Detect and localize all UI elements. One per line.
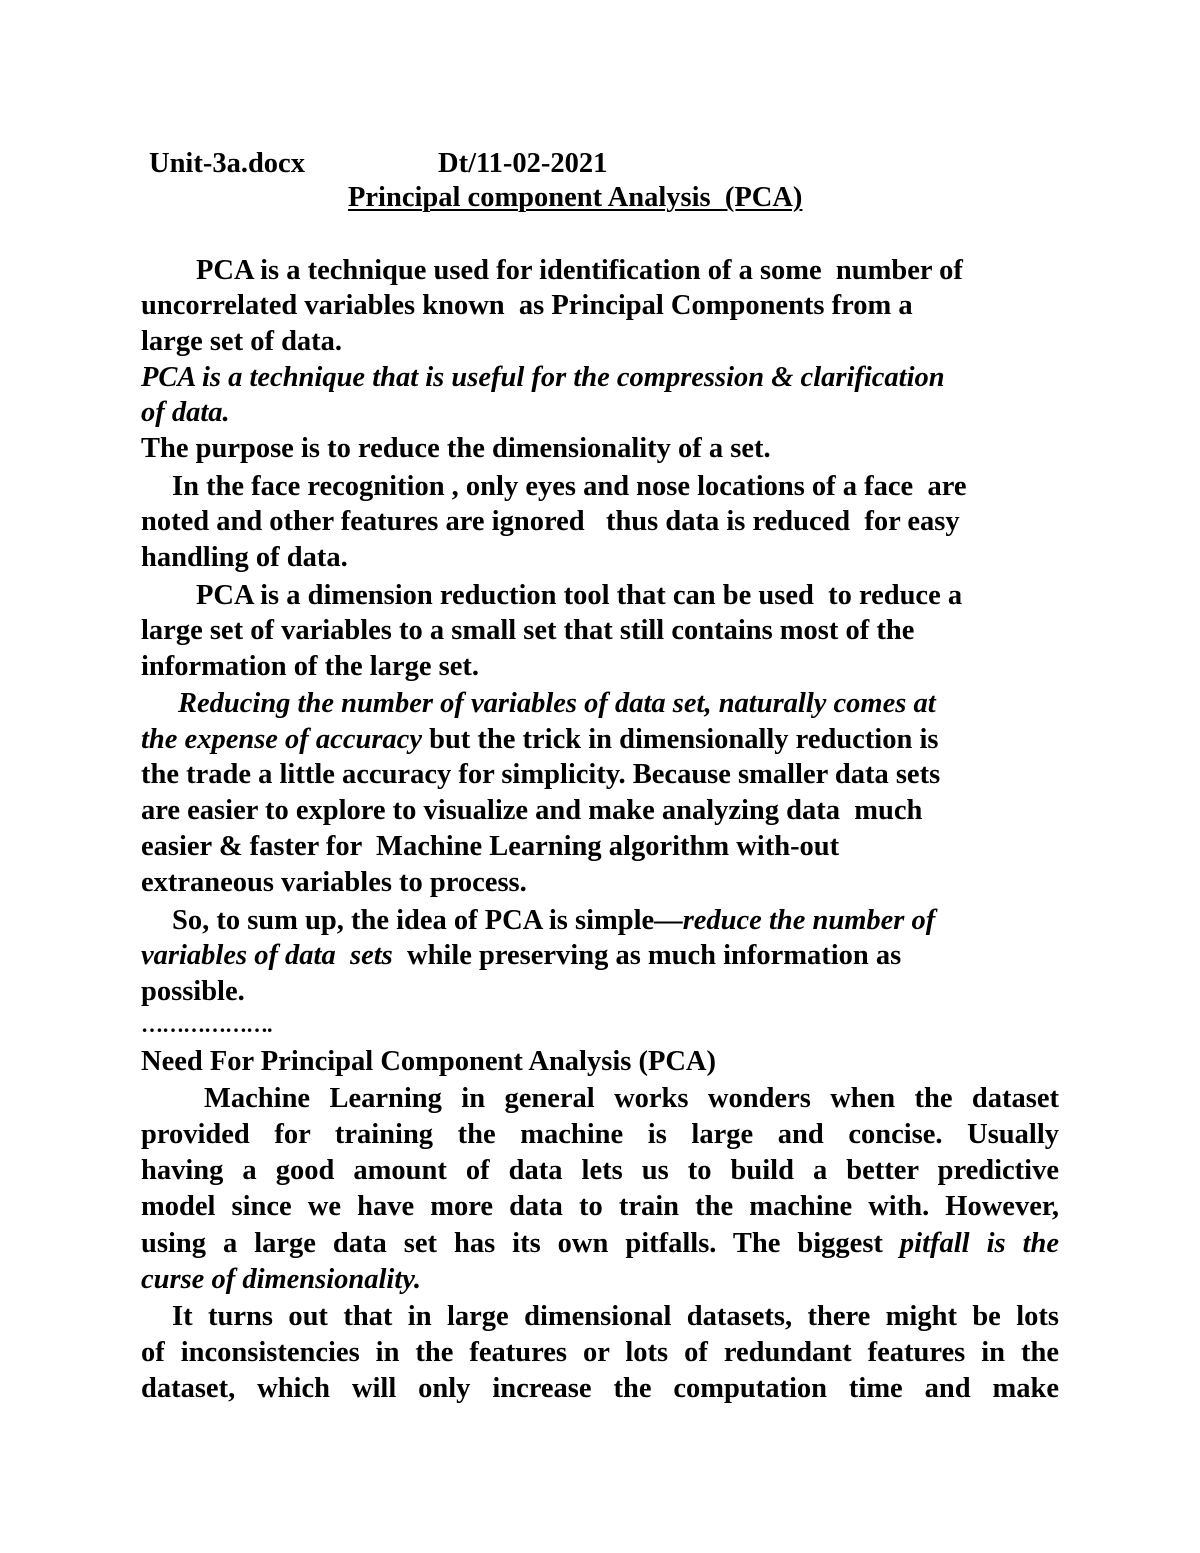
section2-p1-line3: having a good amount of data lets us to build a better predictive — [141, 1155, 1059, 1186]
section2-p1-line2: provided for training the machine is large and concise. Usually — [141, 1119, 1059, 1150]
para7-line1-italic: reduce the number of — [682, 905, 936, 936]
dotted-separator: ………………. — [141, 1012, 272, 1037]
para6-line4: are easier to explore to visualize and make analyzing data much — [141, 795, 923, 826]
para7-line1 — [172, 904, 935, 938]
para5-line3: information of the large set. — [141, 651, 479, 682]
section2-p2-line3: dataset, which will only increase the computation time and make — [141, 1373, 1059, 1404]
filename-label: Unit-3a.docx — [149, 148, 305, 179]
para2-line1: PCA is a technique that is useful for the compression & clarification — [141, 362, 945, 393]
para4-line3: handling of data. — [141, 542, 348, 573]
para6-line3: the trade a little accuracy for simplicity. Because smaller data sets — [141, 759, 941, 790]
para1-line1: PCA is a technique used for identification of a some number of — [196, 255, 963, 286]
date-label: Dt/11-02-2021 — [438, 148, 608, 179]
section2-p1-line4: model since we have more data to train the machine with. However, — [141, 1191, 1059, 1222]
section2-p1-line5-normal: using a large data set has its own pitfalls. The biggest — [141, 1228, 900, 1259]
section2-p1-line6: curse of dimensionality. — [141, 1264, 421, 1295]
para6-line2-italic: the expense of accuracy — [141, 724, 422, 755]
para3-line1: The purpose is to reduce the dimensionality of a set. — [141, 433, 771, 464]
para6-line2-rest: but the trick in dimensionally reduction is — [421, 724, 939, 755]
section2-p1-line1: Machine Learning in general works wonders when the dataset — [204, 1083, 1059, 1114]
para7-line1-normal: So, to sum up, the idea of PCA is simple— — [172, 905, 683, 936]
para4-line2: noted and other features are ignored thus data is reduced for easy — [141, 506, 960, 537]
page-title: Principal component Analysis (PCA) — [348, 182, 803, 213]
para6-line5: easier & faster for Machine Learning algorithm with-out — [141, 831, 840, 862]
para5-line1: PCA is a dimension reduction tool that can be used to reduce a — [196, 580, 963, 611]
para7-line3: possible. — [141, 976, 245, 1007]
para2-line2: of data. — [141, 397, 230, 428]
para6-line1: Reducing the number of variables of data set, naturally comes at — [178, 688, 936, 719]
para7-line2-rest: while preserving as much information as — [392, 940, 902, 971]
section2-p1-line5-italic: pitfall is the — [899, 1228, 1060, 1259]
para7-line2 — [141, 939, 901, 973]
para6-line6: extraneous variables to process. — [141, 867, 527, 898]
para6-line2 — [141, 723, 938, 757]
section2-heading: Need For Principal Component Analysis (PCA) — [141, 1046, 717, 1077]
para5-line2: large set of variables to a small set that still contains most of the — [141, 615, 915, 646]
para4-line1: In the face recognition , only eyes and nose locations of a face are — [172, 471, 967, 502]
section2-p2-line2: of inconsistencies in the features or lots of redundant features in the — [141, 1337, 1059, 1368]
section2-p2-line1: It turns out that in large dimensional datasets, there might be lots — [172, 1301, 1059, 1332]
para7-line2-italic: variables of data sets — [141, 940, 393, 971]
para1-line2: uncorrelated variables known as Principal Components from a — [141, 290, 913, 321]
para1-line3: large set of data. — [141, 326, 343, 357]
section2-p1-line5 — [141, 1227, 1059, 1261]
